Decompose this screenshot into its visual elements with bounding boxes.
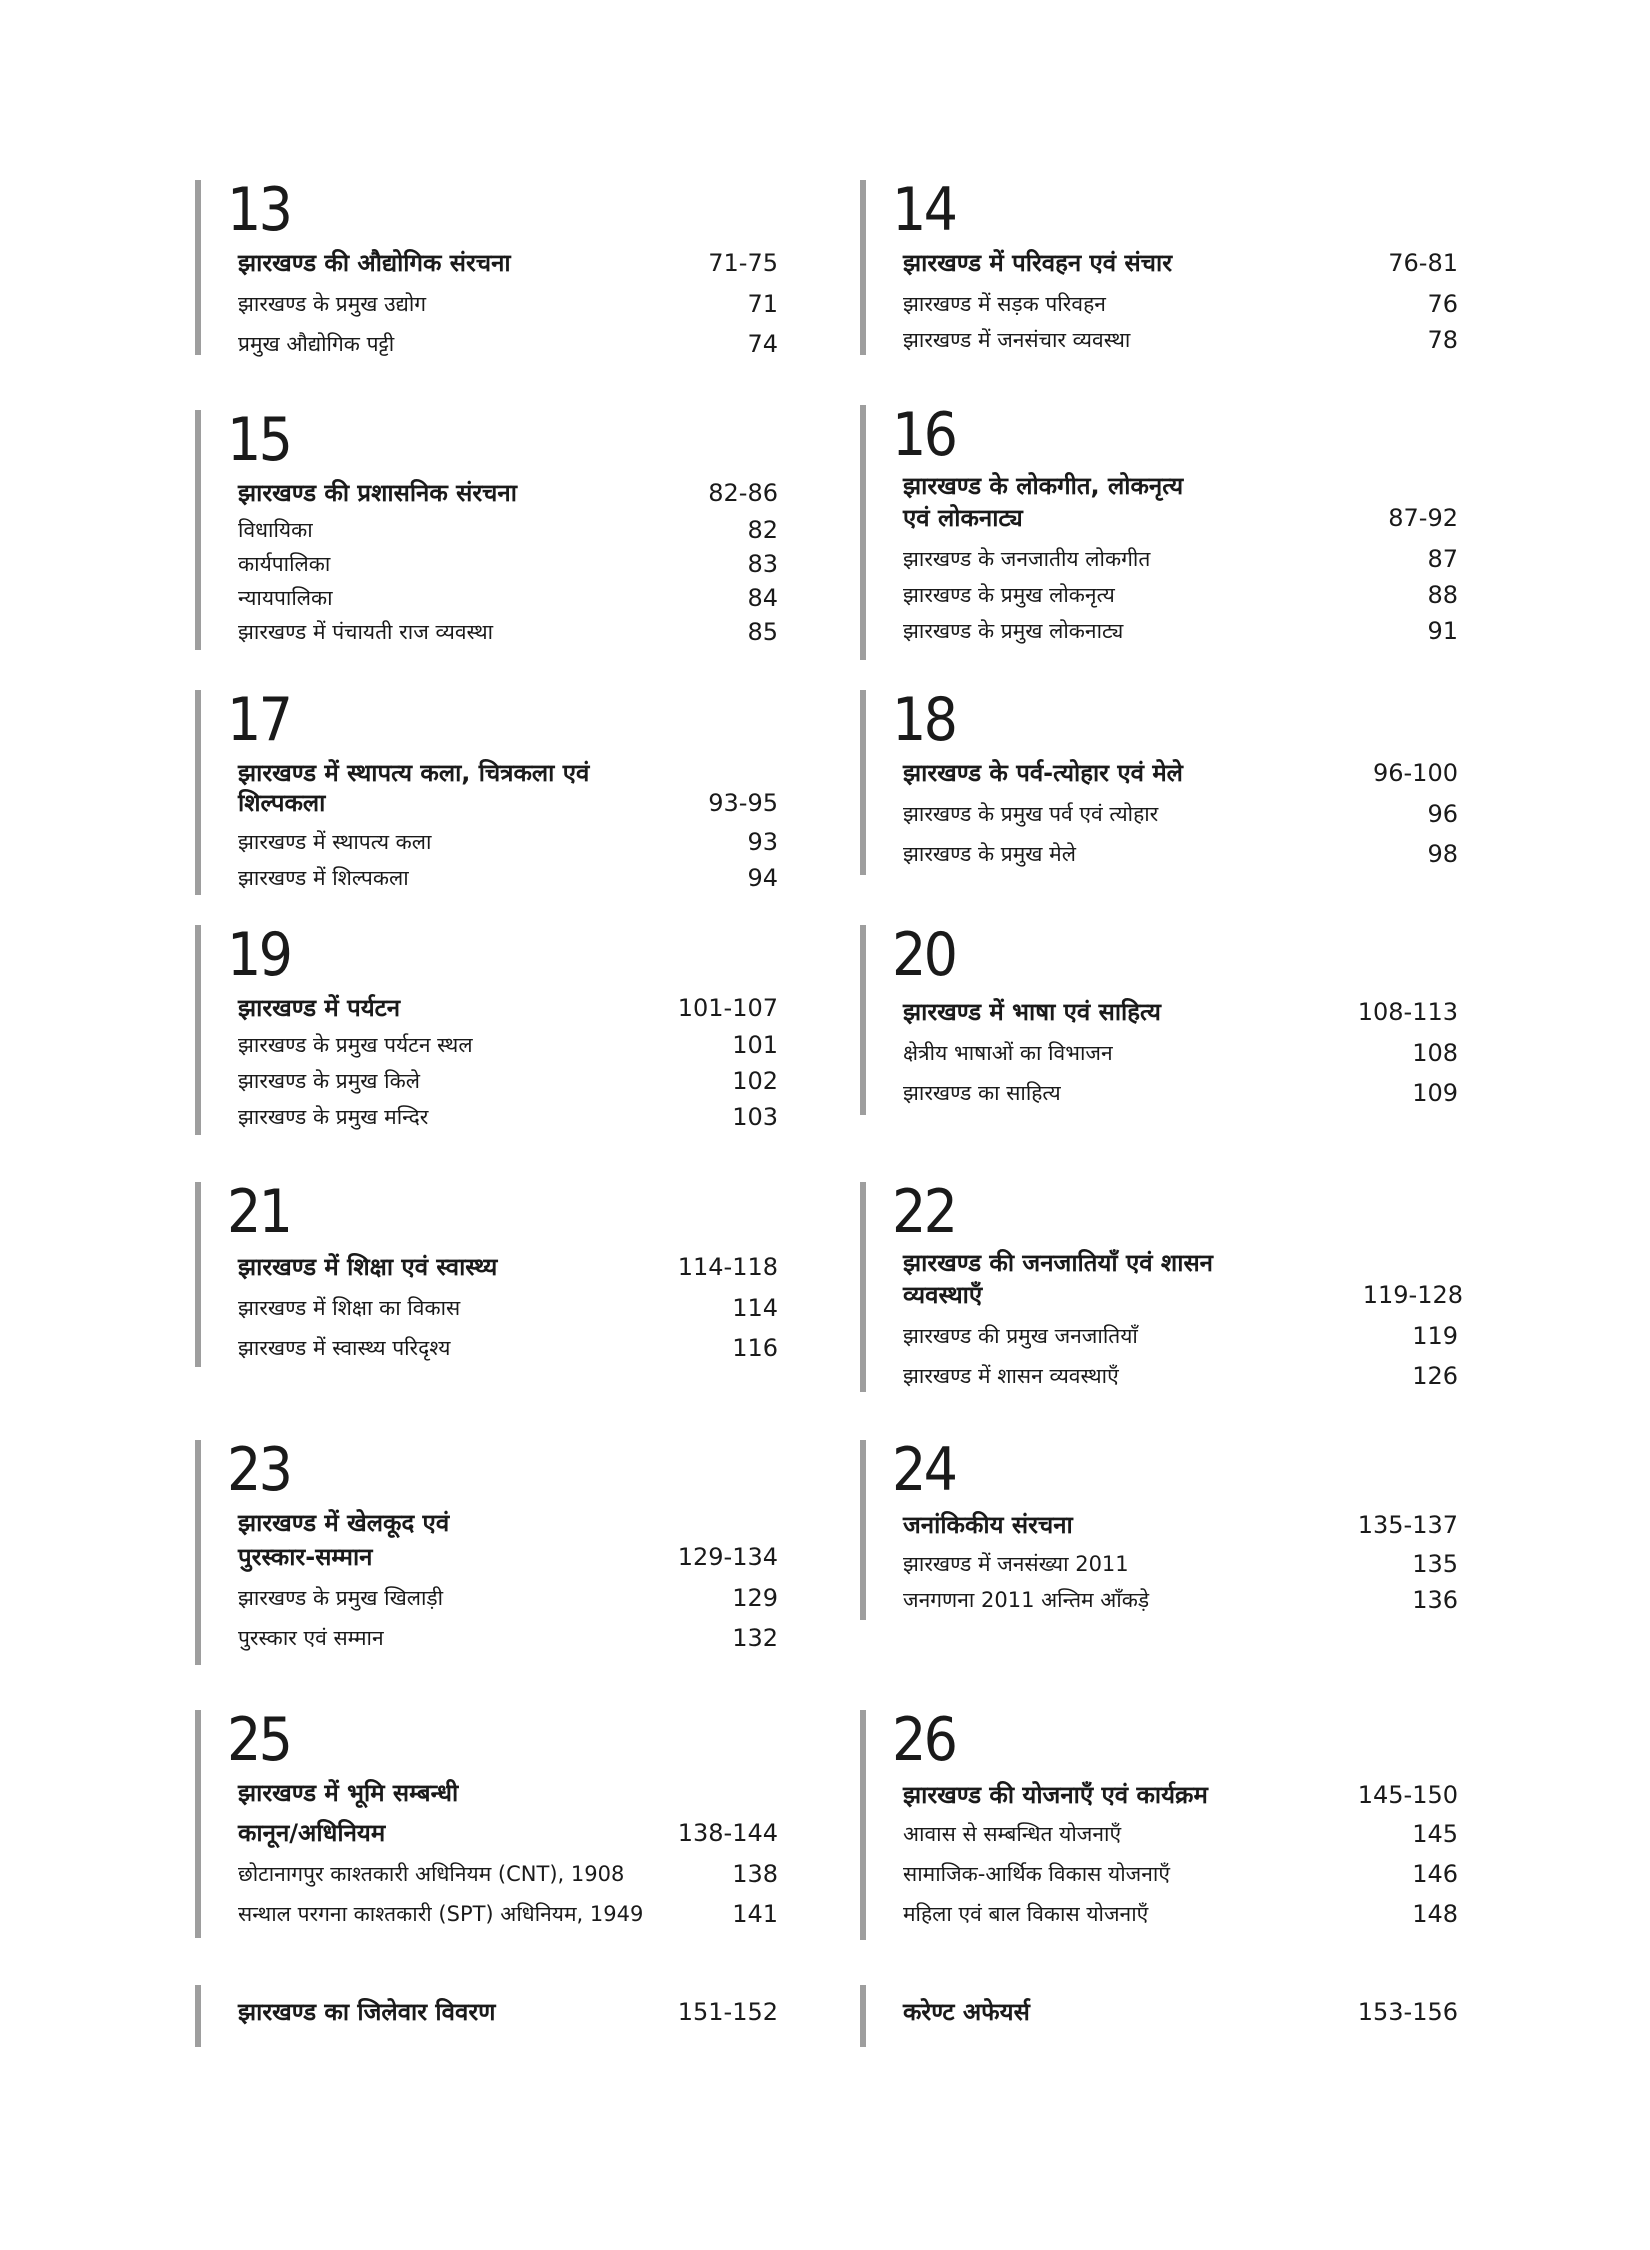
toc-item[interactable]: झारखण्ड के प्रमुख उद्योग 71 <box>238 290 778 318</box>
chapter-pages: 108-113 <box>1357 998 1458 1026</box>
chapter-pages: 114-118 <box>677 1253 778 1281</box>
chapter-number: 13 <box>227 175 291 245</box>
chapter-22 <box>860 1177 1463 1397</box>
chapter-number: 21 <box>227 1177 291 1247</box>
chapter-title-row[interactable] <box>903 997 1458 1027</box>
chapter-title: झारखण्ड की जनजातियाँ एवं शासन <box>903 1249 1213 1277</box>
chapter-bar <box>860 1440 866 1620</box>
district-summary <box>195 1985 795 2050</box>
toc-item[interactable]: झारखण्ड के जनजातीय लोकगीत 87 <box>903 545 1458 573</box>
toc-item[interactable]: झारखण्ड के प्रमुख खिलाड़ी 129 <box>238 1584 778 1612</box>
toc-item[interactable]: झारखण्ड के प्रमुख लोकनृत्य 88 <box>903 581 1458 609</box>
chapter-pages: 96-100 <box>1372 759 1458 787</box>
chapter-bar <box>195 925 201 1135</box>
toc-item[interactable]: सन्थाल परगना काश्तकारी (SPT) अधिनियम, 1949 141 <box>238 1900 778 1928</box>
chapter-pages: 129-134 <box>677 1543 778 1571</box>
chapter-bar <box>860 1182 866 1392</box>
chapter-title-cont: व्यवस्थाएँ <box>903 1281 983 1309</box>
toc-item[interactable]: जनगणना 2011 अन्तिम आँकड़े 136 <box>903 1586 1458 1614</box>
chapter-pages: 101-107 <box>677 994 778 1022</box>
chapter-number: 19 <box>227 920 291 990</box>
chapter-pages: 119-128 <box>1362 1281 1463 1309</box>
chapter-number: 26 <box>892 1705 956 1775</box>
chapter-bar <box>860 1985 866 2047</box>
chapter-14 <box>860 175 1460 360</box>
chapter-bar <box>860 180 866 355</box>
chapter-bar <box>195 1985 201 2047</box>
toc-item[interactable]: झारखण्ड में शिक्षा का विकास 114 <box>238 1294 778 1322</box>
chapter-title-row[interactable] <box>903 758 1458 788</box>
current-affairs <box>860 1985 1460 2050</box>
toc-item[interactable]: झारखण्ड में जनसंचार व्यवस्था 78 <box>903 326 1458 354</box>
toc-item[interactable]: झारखण्ड के प्रमुख लोकनाट्य 91 <box>903 617 1458 645</box>
chapter-pages: 145-150 <box>1357 1781 1458 1809</box>
chapter-number: 24 <box>892 1435 956 1505</box>
section-title: करेण्ट अफेयर्स <box>903 1998 1030 2026</box>
chapter-number: 16 <box>892 400 956 470</box>
chapter-title: झारखण्ड के पर्व-त्योहार एवं मेले <box>903 759 1183 787</box>
chapter-title-row[interactable] <box>238 1542 778 1572</box>
chapter-title-row[interactable] <box>238 478 778 508</box>
chapter-pages: 82-86 <box>708 479 778 507</box>
chapter-title-row[interactable] <box>903 1510 1458 1540</box>
chapter-title: झारखण्ड के लोकगीत, लोकनृत्य <box>903 472 1184 500</box>
chapter-bar <box>195 690 201 895</box>
chapter-title: जनांकिकीय संरचना <box>903 1511 1073 1539</box>
chapter-title-row[interactable] <box>903 503 1458 533</box>
chapter-number: 25 <box>227 1705 291 1775</box>
chapter-16 <box>860 400 1460 665</box>
chapter-title: झारखण्ड में स्थापत्य कला, चित्रकला एवं <box>238 759 590 787</box>
toc-item[interactable]: झारखण्ड के प्रमुख मेले 98 <box>903 840 1458 868</box>
chapter-23 <box>195 1435 795 1670</box>
toc-item[interactable]: झारखण्ड में जनसंख्या 2011 135 <box>903 1550 1458 1578</box>
chapter-title-row[interactable] <box>238 1818 778 1848</box>
chapter-title-row[interactable] <box>903 248 1458 278</box>
chapter-title: झारखण्ड में भाषा एवं साहित्य <box>903 998 1161 1026</box>
chapter-bar <box>860 405 866 660</box>
toc-item[interactable]: झारखण्ड के प्रमुख पर्यटन स्थल 101 <box>238 1031 778 1059</box>
toc-item[interactable]: झारखण्ड में पंचायती राज व्यवस्था 85 <box>238 618 778 646</box>
toc-item[interactable]: न्यायपालिका 84 <box>238 584 778 612</box>
chapter-title-cont: शिल्पकला <box>238 789 326 817</box>
toc-item[interactable]: झारखण्ड के प्रमुख किले 102 <box>238 1067 778 1095</box>
chapter-bar <box>860 690 866 875</box>
toc-item[interactable]: झारखण्ड की प्रमुख जनजातियाँ 119 <box>903 1322 1458 1350</box>
chapter-title: झारखण्ड में शिक्षा एवं स्वास्थ्य <box>238 1253 498 1281</box>
toc-item[interactable]: छोटानागपुर काश्तकारी अधिनियम (CNT), 1908 138 <box>238 1860 778 1888</box>
toc-item[interactable]: कार्यपालिका 83 <box>238 550 778 578</box>
chapter-title-row[interactable] <box>903 1780 1458 1810</box>
toc-item[interactable]: झारखण्ड में स्वास्थ्य परिदृश्य 116 <box>238 1334 778 1362</box>
chapter-pages: 76-81 <box>1388 249 1458 277</box>
chapter-number: 14 <box>892 175 956 245</box>
toc-item[interactable]: आवास से सम्बन्धित योजनाएँ 145 <box>903 1820 1458 1848</box>
toc-item[interactable]: झारखण्ड में स्थापत्य कला 93 <box>238 828 778 856</box>
chapter-bar <box>195 410 201 650</box>
chapter-title: झारखण्ड में खेलकूद एवं <box>238 1509 450 1537</box>
chapter-pages: 71-75 <box>708 249 778 277</box>
toc-item[interactable]: प्रमुख औद्योगिक पट्टी 74 <box>238 330 778 358</box>
chapter-number: 15 <box>227 405 291 475</box>
chapter-title-row[interactable] <box>238 1252 778 1282</box>
toc-item[interactable]: झारखण्ड में शासन व्यवस्थाएँ 126 <box>903 1362 1458 1390</box>
toc-item[interactable]: क्षेत्रीय भाषाओं का विभाजन 108 <box>903 1039 1458 1067</box>
chapter-25 <box>195 1705 795 1945</box>
chapter-26 <box>860 1705 1460 1950</box>
chapter-pages: 87-92 <box>1388 504 1458 532</box>
chapter-title: झारखण्ड में पर्यटन <box>238 994 401 1022</box>
chapter-17 <box>195 685 795 900</box>
toc-item[interactable]: महिला एवं बाल विकास योजनाएँ 148 <box>903 1900 1458 1928</box>
section-title-row[interactable] <box>238 1997 778 2027</box>
toc-item[interactable]: सामाजिक-आर्थिक विकास योजनाएँ 146 <box>903 1860 1458 1888</box>
chapter-title-cont: एवं लोकनाट्य <box>903 504 1023 532</box>
section-pages: 153-156 <box>1357 1998 1458 2026</box>
toc-item[interactable]: झारखण्ड का साहित्य 109 <box>903 1079 1458 1107</box>
chapter-bar <box>195 1440 201 1665</box>
section-pages: 151-152 <box>677 1998 778 2026</box>
chapter-bar <box>860 925 866 1115</box>
chapter-number: 20 <box>892 920 956 990</box>
chapter-title-cont: कानून/अधिनियम <box>238 1819 386 1847</box>
chapter-title-row[interactable] <box>238 248 778 278</box>
chapter-13 <box>195 175 795 360</box>
chapter-19 <box>195 920 795 1145</box>
chapter-title: झारखण्ड में परिवहन एवं संचार <box>903 249 1173 277</box>
toc-item[interactable]: झारखण्ड में सड़क परिवहन 76 <box>903 290 1458 318</box>
chapter-title-row[interactable] <box>238 788 778 818</box>
chapter-pages: 138-144 <box>677 1819 778 1847</box>
toc-item[interactable]: झारखण्ड में शिल्पकला 94 <box>238 864 778 892</box>
chapter-15 <box>195 405 795 660</box>
chapter-title: झारखण्ड की औद्योगिक संरचना <box>238 249 511 277</box>
chapter-number: 23 <box>227 1435 291 1505</box>
chapter-title: झारखण्ड में भूमि सम्बन्धी <box>238 1779 459 1807</box>
chapter-bar <box>195 1710 201 1938</box>
chapter-title: झारखण्ड की योजनाएँ एवं कार्यक्रम <box>903 1781 1208 1809</box>
chapter-number: 22 <box>892 1177 956 1247</box>
chapter-pages: 93-95 <box>708 789 778 817</box>
chapter-pages: 135-137 <box>1357 1511 1458 1539</box>
chapter-bar <box>195 180 201 355</box>
toc-item[interactable]: झारखण्ड के प्रमुख पर्व एवं त्योहार 96 <box>903 800 1458 828</box>
toc-item[interactable]: विधायिका 82 <box>238 516 778 544</box>
chapter-number: 18 <box>892 685 956 755</box>
chapter-number: 17 <box>227 685 291 755</box>
chapter-title-row[interactable] <box>238 993 778 1023</box>
toc-item[interactable]: पुरस्कार एवं सम्मान 132 <box>238 1624 778 1652</box>
chapter-24 <box>860 1435 1460 1630</box>
section-title: झारखण्ड का जिलेवार विवरण <box>238 1998 496 2026</box>
chapter-20 <box>860 920 1460 1125</box>
chapter-bar <box>860 1710 866 1940</box>
chapter-18 <box>860 685 1460 880</box>
chapter-title-cont: पुरस्कार-सम्मान <box>238 1543 373 1571</box>
section-title-row[interactable] <box>903 1997 1458 2027</box>
chapter-title-row[interactable] <box>903 1280 1463 1310</box>
chapter-title: झारखण्ड की प्रशासनिक संरचना <box>238 479 517 507</box>
chapter-bar <box>195 1182 201 1367</box>
chapter-21 <box>195 1177 795 1372</box>
toc-item[interactable]: झारखण्ड के प्रमुख मन्दिर 103 <box>238 1103 778 1131</box>
